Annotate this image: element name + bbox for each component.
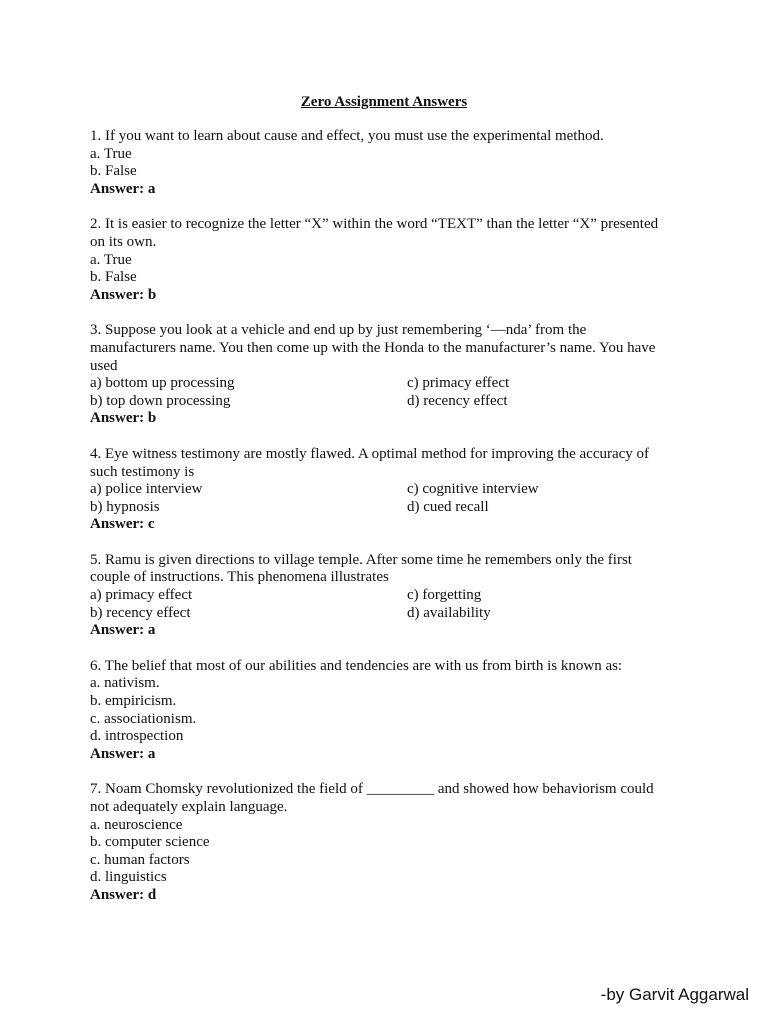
option-row [90, 481, 680, 499]
question-text: 5. Ramu is given directions to village temple. After some time he remembers only the first [90, 551, 632, 568]
question-5 [90, 552, 680, 640]
option: b) top down processing [90, 392, 231, 409]
answer: Answer: b [90, 410, 157, 427]
option: a) primacy effect [90, 587, 193, 604]
question-text: 6. The belief that most of our abilities and tendencies are with us from birth is known as: [90, 657, 623, 674]
answer: Answer: a [90, 180, 156, 197]
option: a) bottom up processing [90, 375, 235, 392]
option: d. linguistics [90, 869, 167, 886]
question-6 [90, 658, 680, 764]
question-list [90, 128, 680, 923]
option: a. nativism. [90, 675, 160, 692]
document-title: Zero Assignment Answers [300, 94, 468, 110]
option: c) cognitive interview [407, 481, 539, 498]
author-signature: -by Garvit Aggarwal [600, 985, 749, 1004]
question-2 [90, 216, 680, 304]
option: a) police interview [90, 481, 203, 498]
question-text: not adequately explain language. [90, 799, 288, 815]
answer: Answer: d [90, 886, 157, 903]
answer: Answer: a [90, 622, 156, 639]
option: d) recency effect [407, 392, 508, 409]
question-text: used [90, 357, 118, 374]
option: a. True [90, 145, 132, 162]
question-text: manufacturers name. You then come up with the Honda to the manufacturer’s name. You have [90, 339, 656, 356]
option: c. human factors [90, 851, 190, 868]
option: b. empiricism. [90, 693, 177, 710]
question-7 [90, 781, 680, 904]
option: d. introspection [90, 728, 184, 745]
question-text: 7. Noam Chomsky revolutionized the field of _________ and showed how behaviorism could [90, 781, 654, 798]
option: d) availability [407, 604, 491, 621]
option: d) cued recall [407, 498, 489, 515]
question-1 [90, 128, 680, 198]
option-row [90, 499, 680, 517]
option-row [90, 587, 680, 605]
question-text: couple of instructions. This phenomena illustrates [90, 569, 389, 586]
option: a. neuroscience [90, 816, 183, 833]
option: c) primacy effect [407, 375, 510, 392]
option-row [90, 393, 680, 411]
option: b. computer science [90, 834, 210, 851]
option: b. False [90, 163, 137, 180]
option: c) forgetting [407, 587, 482, 604]
option: b) hypnosis [90, 498, 160, 515]
question-text: 1. If you want to learn about cause and effect, you must use the experimental method. [90, 128, 604, 144]
question-text: on its own. [90, 233, 157, 250]
question-text: 4. Eye witness testimony are mostly flawed. A optimal method for improving the accuracy of [90, 445, 650, 462]
option: b. False [90, 269, 137, 286]
option: b) recency effect [90, 604, 191, 621]
question-text: 2. It is easier to recognize the letter “X” within the word “TEXT” than the letter “X” presented [90, 216, 659, 233]
option-row [90, 375, 680, 393]
answer: Answer: c [90, 516, 155, 533]
option: a. True [90, 251, 132, 268]
answer: Answer: b [90, 286, 157, 303]
answer: Answer: a [90, 745, 156, 762]
question-text: such testimony is [90, 463, 195, 480]
option: c. associationism. [90, 710, 197, 727]
option-row [90, 605, 680, 623]
question-3 [90, 322, 680, 428]
question-4 [90, 446, 680, 534]
question-text: 3. Suppose you look at a vehicle and end up by just remembering ‘—nda’ from the [90, 322, 587, 339]
